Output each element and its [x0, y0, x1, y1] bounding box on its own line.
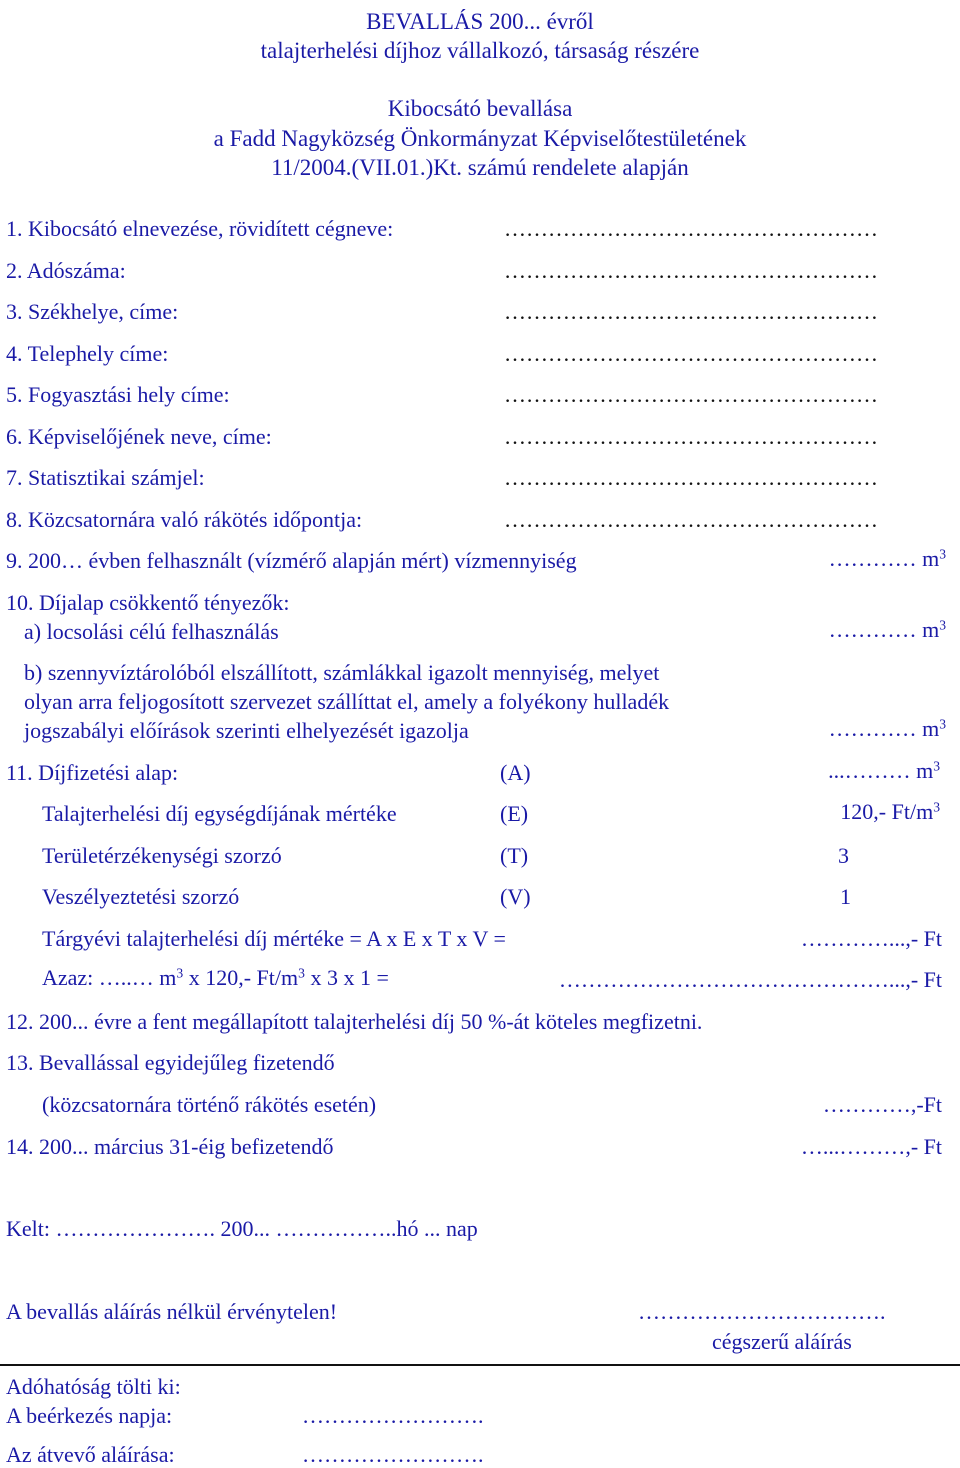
item9-value-text: ………… m — [828, 546, 940, 571]
divider-line — [0, 1364, 960, 1366]
area-multiplier-value: 3 — [838, 843, 849, 868]
field-label-6: 6. Képviselőjének neve, címe: — [6, 424, 272, 449]
field-label-1: 1. Kibocsátó elnevezése, rövidített cégneve: — [6, 216, 394, 241]
field-label-4: 4. Telephely címe: — [6, 341, 169, 366]
arrival-date-label: A beérkezés napja: — [6, 1403, 173, 1428]
signature-warning: A bevallás aláírás nélkül érvénytelen! — [6, 1299, 338, 1324]
item11-label: 11. Díjfizetési alap: — [6, 760, 179, 785]
field-label-3: 3. Székhelye, címe: — [6, 299, 179, 324]
fee-formula-label: Tárgyévi talajterhelési díj mértéke = A x E x T x V = — [42, 926, 506, 951]
form-subtitle: talajterhelési díjhoz vállalkozó, társaság részére — [260, 38, 700, 63]
area-multiplier-code: (T) — [500, 843, 529, 868]
item10-b-value-text: ………… m — [828, 716, 940, 741]
field-value-1[interactable]: …………………………………………… — [504, 216, 878, 241]
field-value-3[interactable]: …………………………………………… — [504, 299, 878, 324]
date-line[interactable]: Kelt: …………………. 200... ……………..hó ... nap — [6, 1216, 478, 1241]
item10-a-value-text: ………… m — [828, 617, 940, 642]
item11-value[interactable] — [828, 760, 940, 782]
field-label-5: 5. Fogyasztási hely címe: — [6, 382, 230, 407]
header-line-5: 11/2004.(VII.01.)Kt. számú rendelete alapján — [271, 155, 689, 180]
unit-price-value — [840, 801, 940, 823]
azaz-exponent-2: 3 — [298, 965, 305, 981]
header-line-3: Kibocsátó bevallása — [387, 96, 573, 121]
field-value-7[interactable]: …………………………………………… — [504, 465, 878, 490]
item10-a-value[interactable] — [829, 619, 946, 641]
signature-dots[interactable]: ……………………………. — [638, 1299, 886, 1324]
item10-b-value[interactable] — [829, 718, 946, 740]
header-line-4: a Fadd Nagyközség Önkormányzat Képviselőtestületének — [213, 126, 747, 151]
item11-unit-exponent: 3 — [933, 758, 940, 774]
hazard-multiplier-code: (V) — [500, 884, 531, 909]
item10-b-line-2: olyan arra feljogosított szervezet szállíttat el, amely a folyékony hulladék — [24, 689, 670, 714]
field-label-8: 8. Közcsatornára való rákötés időpontja: — [6, 507, 363, 532]
item14-label: 14. 200... március 31-éig befizetendő — [6, 1134, 334, 1159]
item13-line-1: 13. Bevallással egyidejűleg fizetendő — [6, 1050, 335, 1075]
field-label-2: 2. Adószáma: — [6, 258, 126, 283]
field-value-6[interactable]: …………………………………………… — [504, 424, 878, 449]
azaz-value[interactable]: ………………………………………...,- Ft — [558, 967, 942, 992]
fee-formula-value[interactable]: …………...,- Ft — [800, 926, 942, 951]
field-value-5[interactable]: …………………………………………… — [504, 382, 878, 407]
field-value-4[interactable]: …………………………………………… — [504, 341, 878, 366]
arrival-date-dots[interactable]: ……………………. — [302, 1403, 484, 1428]
item9-label: 9. 200… évben felhasznált (vízmérő alapján mért) vízmennyiség — [6, 548, 577, 573]
receiver-signature-dots[interactable]: ……………………. — [302, 1442, 484, 1467]
azaz-exponent-1: 3 — [176, 965, 184, 981]
item9-value[interactable] — [829, 548, 946, 570]
item10-b-line-1: b) szennyvíztárolóból elszállított, számlákkal igazolt mennyiség, melyet — [24, 660, 660, 685]
item11-value-text: ...……… m — [828, 758, 934, 783]
area-multiplier-label: Területérzékenységi szorzó — [42, 843, 282, 868]
unit-price-exponent: 3 — [933, 799, 940, 815]
item12-text: 12. 200... évre a fent megállapított talajterhelési díj 50 %-át köteles megfizetni. — [6, 1009, 703, 1034]
item10-b-unit-exponent: 3 — [939, 716, 946, 732]
field-value-8[interactable]: …………………………………………… — [504, 507, 878, 532]
item13-line-2: (közcsatornára történő rákötés esetén) — [42, 1092, 377, 1117]
receiver-signature-label: Az átvevő aláírása: — [6, 1442, 175, 1467]
azaz-part-b: x 120,- Ft/m — [183, 965, 299, 990]
azaz-part-a: Azaz: …..… m — [42, 965, 177, 990]
hazard-multiplier-label: Veszélyeztetési szorzó — [42, 884, 240, 909]
unit-price-value-text: 120,- Ft/m — [840, 799, 934, 824]
item10-a-unit-exponent: 3 — [939, 617, 946, 633]
field-label-7: 7. Statisztikai számjel: — [6, 465, 205, 490]
item10-heading: 10. Díjalap csökkentő tényezők: — [6, 590, 290, 615]
unit-price-code: (E) — [500, 801, 529, 826]
item11-code: (A) — [500, 760, 531, 785]
azaz-part-c: x 3 x 1 = — [304, 965, 389, 990]
office-heading: Adóhatóság tölti ki: — [6, 1374, 181, 1399]
azaz-calculation — [42, 967, 389, 989]
hazard-multiplier-value: 1 — [840, 884, 851, 909]
field-value-2[interactable]: …………………………………………… — [504, 258, 878, 283]
signature-caption: cégszerű aláírás — [712, 1329, 852, 1354]
item13-value[interactable]: …………,-Ft — [822, 1092, 942, 1117]
form-title: BEVALLÁS 200... évről — [366, 9, 594, 34]
item14-value[interactable]: …...………,- Ft — [800, 1134, 942, 1159]
item9-unit-exponent: 3 — [939, 546, 946, 562]
item10-b-line-3: jogszabályi előírások szerinti elhelyezését igazolja — [24, 718, 469, 743]
unit-price-label: Talajterhelési díj egységdíjának mértéke — [42, 801, 397, 826]
item10-a-label: a) locsolási célú felhasználás — [24, 619, 279, 644]
